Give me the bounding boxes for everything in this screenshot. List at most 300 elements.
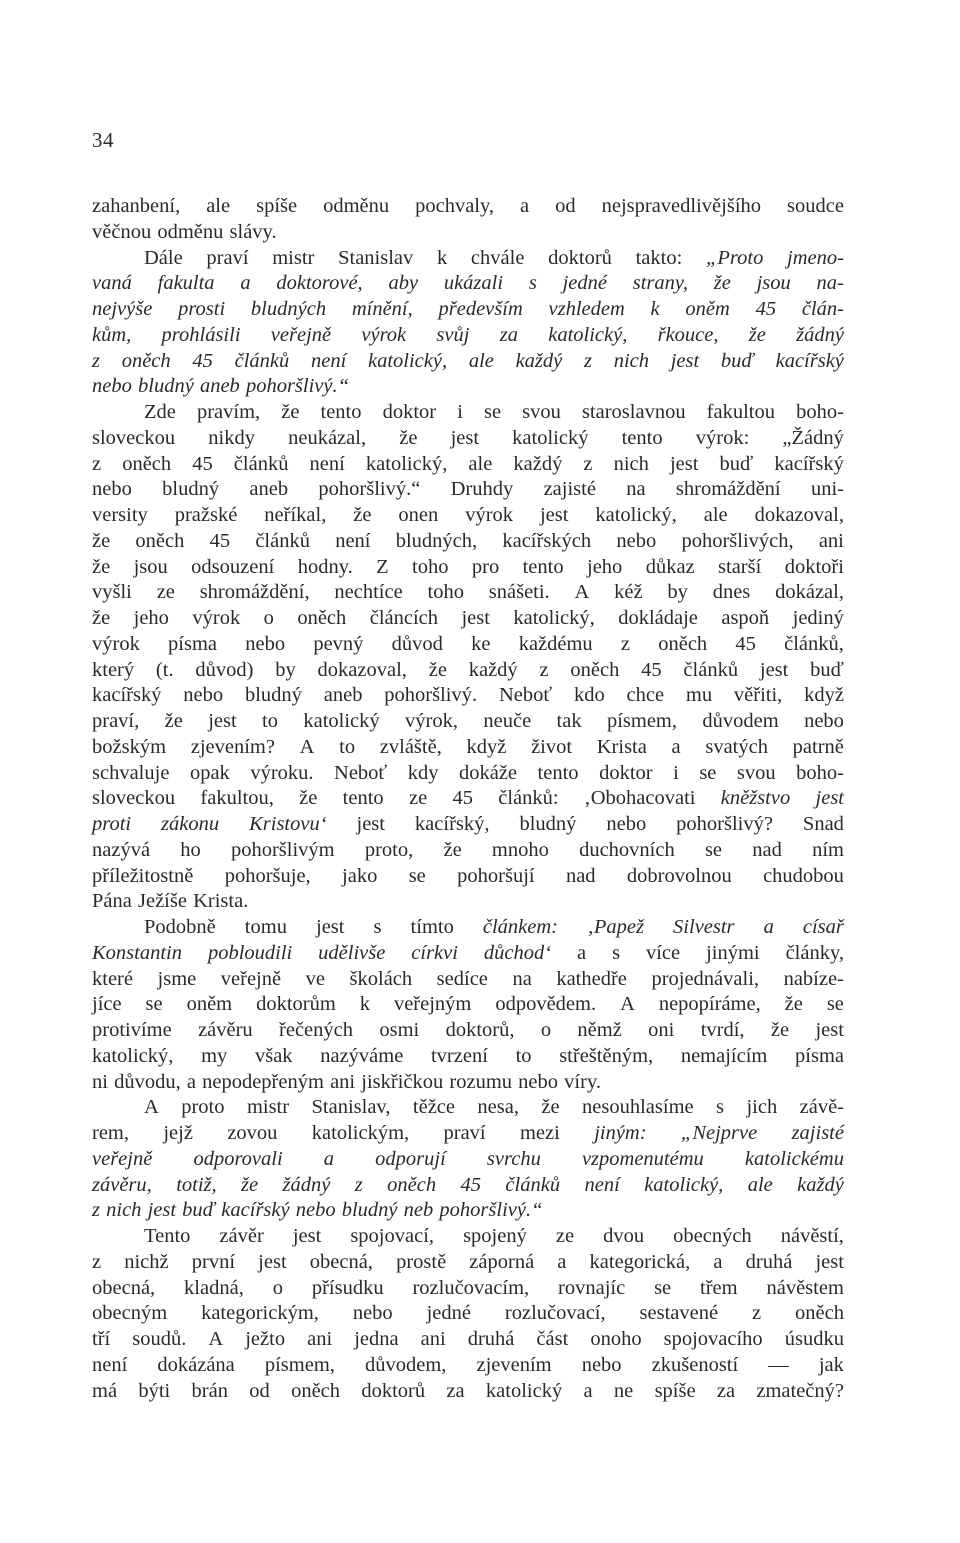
text-word: oněch (297, 607, 347, 629)
text-word: A (620, 993, 635, 1016)
text-word: dnes (712, 581, 751, 604)
text-word: závěru (198, 1019, 253, 1041)
text-word: a (763, 916, 774, 938)
text-word: výroku. (250, 761, 314, 784)
text-word: bludný (341, 1199, 398, 1222)
text-word: písma (168, 632, 218, 655)
text-word: buď (810, 658, 844, 681)
text-word: zahanbení, (92, 195, 181, 217)
text-word: jiným: (594, 1122, 647, 1144)
text-word: k (359, 993, 370, 1016)
text-word: patrně (792, 735, 844, 758)
text-word: z (92, 1250, 102, 1273)
text-word: na (626, 478, 646, 501)
text-word: písmem, (264, 1353, 335, 1376)
text-word: soudce (787, 195, 844, 217)
text-line (92, 709, 844, 735)
text-word: výrok: (695, 426, 750, 449)
text-word: buď (720, 349, 754, 372)
text-word: doktorů (361, 1379, 426, 1402)
text-word: katolický, (595, 504, 677, 526)
text-word: mnoho (491, 838, 549, 861)
text-word: nebo (295, 1199, 336, 1222)
text-word: nesouhlasíme (582, 1096, 694, 1119)
text-word: pohoršlivým (230, 838, 335, 861)
text-word: ani (307, 1328, 333, 1350)
text-word: kathedře (556, 967, 627, 990)
text-word: rozumu (449, 1070, 513, 1093)
text-word: doktorů, (445, 1019, 515, 1041)
text-word: tomu (244, 916, 287, 938)
text-word: oněch (135, 529, 185, 552)
text-word: přísudku (311, 1276, 384, 1299)
text-line (92, 967, 844, 993)
text-word: nebo (183, 684, 224, 707)
text-line (92, 1379, 844, 1405)
text-word: soudů. (132, 1328, 187, 1350)
text-word: katolický (303, 710, 380, 732)
text-word: nejspravedlivějšího (601, 195, 762, 217)
text-word: nazývá (92, 838, 151, 861)
text-word: strany, (632, 272, 688, 295)
text-word: ukázali (443, 272, 504, 295)
text-word: věčnou (92, 220, 152, 243)
text-word: jich (746, 1096, 778, 1119)
text-word: katolickým, (311, 1122, 410, 1144)
text-word: jest (258, 1250, 287, 1273)
text-word: který (92, 658, 135, 681)
text-word: Zde (144, 401, 176, 423)
text-line (92, 220, 844, 246)
text-word: neb (403, 1199, 434, 1222)
text-word: tvrdí, (700, 1019, 745, 1041)
text-word: nemajícím (680, 1044, 768, 1067)
text-word: veřejně (92, 1147, 153, 1170)
text-line (92, 1121, 844, 1147)
text-word: důvod) (195, 658, 254, 681)
text-word: část (536, 1328, 569, 1350)
text-word: že (399, 426, 418, 449)
text-word: od (555, 195, 576, 217)
text-word: odporovali (193, 1147, 283, 1170)
text-word: kněžstvo (720, 787, 791, 810)
text-word: praví (443, 1122, 486, 1144)
text-word: nikdy (208, 426, 255, 449)
text-word: obecná, (309, 1250, 373, 1273)
text-line (92, 838, 844, 864)
text-word: ale (206, 195, 231, 217)
text-word: články, (785, 941, 844, 964)
text-word: jest (356, 813, 385, 835)
text-word: zvláště, (379, 735, 442, 758)
text-word: za (499, 323, 518, 346)
text-word: první (191, 1250, 236, 1273)
text-word: že (241, 1173, 259, 1196)
text-word: že (770, 1019, 790, 1041)
text-word: toho (427, 581, 464, 604)
text-word: výrok (92, 632, 140, 655)
text-word: němž (577, 1019, 622, 1041)
text-word: by (275, 658, 296, 681)
text-word: článků (683, 658, 739, 681)
text-word: rovnajíc (558, 1276, 626, 1299)
text-word: to (515, 1044, 532, 1067)
text-line (92, 580, 844, 606)
text-word: odsouzení (191, 555, 275, 578)
text-word: jako (342, 864, 378, 887)
text-word: Druhdy (450, 478, 514, 501)
text-line (92, 555, 844, 581)
text-word: sloveckou (92, 426, 176, 449)
text-word: že (164, 710, 183, 732)
text-word: z (92, 349, 100, 372)
text-word: tento (537, 761, 579, 784)
text-word: sestavené (639, 1302, 719, 1325)
text-word: ním (812, 838, 844, 861)
text-word: výrok (361, 323, 407, 346)
text-word: hodny. (297, 555, 353, 578)
text-word: mu (685, 684, 713, 707)
text-word: „Proto (706, 246, 764, 269)
text-word: doktorů (548, 246, 612, 269)
text-word: každému (518, 632, 593, 655)
text-word: katolický (512, 426, 589, 449)
text-line (92, 271, 844, 297)
text-word: za (716, 1379, 736, 1402)
text-line (92, 452, 844, 478)
text-word: 45 (192, 452, 213, 475)
text-word: svůj (436, 323, 470, 346)
text-word: že (784, 993, 803, 1016)
text-word: spíše (654, 1379, 696, 1402)
text-word: aspoň (721, 607, 770, 629)
text-word: kacířský (774, 452, 844, 475)
text-word: katolický, (92, 1044, 174, 1067)
text-word: jedné (562, 272, 607, 295)
text-word: oněch (291, 1379, 341, 1402)
text-line (92, 1070, 844, 1096)
text-word: nabíze- (783, 967, 844, 990)
text-word: jest (670, 349, 700, 372)
text-word: oněm (685, 298, 730, 320)
text-word: takto: (635, 246, 683, 269)
text-word: že (281, 401, 300, 423)
text-word: pohoršlivý.“ (318, 478, 421, 501)
text-word: Z (376, 555, 389, 578)
text-word: my (201, 1044, 228, 1067)
text-word: článků: (498, 787, 559, 810)
text-word: tento (320, 401, 362, 423)
text-word: Stanislav (338, 246, 414, 269)
text-word: řkouce, (657, 323, 719, 346)
text-word: duchovních (579, 838, 675, 861)
text-line (92, 503, 844, 529)
text-word: božským (92, 735, 167, 758)
text-word: každý (468, 658, 518, 681)
text-word: ale (468, 452, 493, 475)
text-line (92, 812, 844, 838)
text-word: nepodepřeným (202, 1070, 324, 1093)
text-word: nebo (581, 1353, 622, 1376)
text-word: doktoři (784, 555, 844, 578)
text-word: boho- (796, 401, 844, 423)
text-line (92, 349, 844, 375)
text-word: spíše (256, 195, 298, 217)
text-word: spojovacího (663, 1328, 763, 1350)
text-word: vyšli (92, 581, 132, 604)
text-word: důvodem, (364, 1353, 447, 1376)
body-text (92, 194, 844, 1404)
text-word: závěr (219, 1225, 264, 1247)
text-word: i (673, 761, 679, 784)
text-word: katolický, (513, 607, 595, 629)
text-word: písma (795, 1044, 844, 1067)
text-word: kdy (407, 761, 439, 784)
text-word: rozlučovacím, (412, 1276, 530, 1299)
text-word: sedíce (436, 967, 488, 990)
text-word: ježto (245, 1328, 286, 1350)
text-line (92, 632, 844, 658)
text-line (92, 1224, 844, 1250)
text-word: 45 (735, 632, 756, 655)
text-word: a (577, 941, 587, 964)
text-word: prosti (178, 298, 226, 320)
text-word: neukázal, (288, 426, 367, 449)
text-word: jest (759, 658, 789, 681)
text-word: o (263, 607, 274, 629)
text-word: zákonu (161, 813, 220, 835)
text-word: nebo (518, 1070, 559, 1093)
text-word: ni (92, 1070, 108, 1093)
text-word: a (240, 272, 251, 295)
text-word: neuče (483, 710, 532, 732)
text-word: druhá (745, 1250, 793, 1273)
text-line (92, 606, 844, 632)
text-word: ‚Obohacovati (583, 787, 696, 810)
text-word: Neboť (334, 761, 388, 784)
text-word: proto, (364, 838, 414, 861)
text-word: kacířský (775, 349, 844, 372)
text-word: rem, (92, 1122, 129, 1144)
text-word: protivíme (92, 1019, 172, 1041)
text-word: chce (626, 684, 665, 707)
text-word: nich (613, 452, 649, 475)
text-word: svatých (705, 735, 768, 758)
text-line (92, 735, 844, 761)
text-word: ani (330, 1070, 356, 1093)
text-word: jest (292, 1225, 322, 1247)
text-word: od (249, 1379, 270, 1402)
text-word: ‚Papež (587, 916, 644, 938)
text-word: jedna (354, 1328, 399, 1350)
text-word: církvi (411, 941, 458, 964)
text-word: buď (719, 452, 754, 475)
text-word: z (752, 1302, 762, 1325)
text-word: versity (92, 504, 148, 526)
text-word: jest (316, 916, 345, 938)
text-word: více (645, 941, 681, 964)
text-word: císař (802, 916, 844, 938)
text-line (92, 786, 844, 812)
text-word: aby (388, 272, 419, 295)
text-word: odměnu (323, 195, 390, 217)
text-word: však (254, 1044, 293, 1067)
text-word: není (335, 529, 371, 552)
text-word: výrok, (405, 710, 458, 732)
text-word: shromáždění, (199, 581, 310, 604)
text-word: doktor (382, 401, 437, 423)
text-word: návěstem (766, 1276, 844, 1299)
text-word: svou (736, 761, 776, 784)
text-word: se (408, 864, 426, 887)
text-word: oněch (658, 632, 708, 655)
text-word: ani (420, 1328, 446, 1350)
text-word: ne (613, 1379, 634, 1402)
text-word: uni- (810, 478, 844, 501)
text-word: mistr (246, 1096, 290, 1119)
text-word: starší (718, 555, 762, 578)
text-word: Krista. (193, 890, 249, 913)
text-word: kategorickým, (201, 1302, 319, 1325)
text-word: článků (255, 529, 310, 552)
text-word: důchod‘ (483, 941, 552, 964)
text-word: se (654, 1276, 672, 1299)
text-word: obecným (92, 1302, 168, 1325)
text-word: Krista (596, 735, 647, 758)
text-word: důvodu, (114, 1070, 181, 1093)
text-word: doktorové, (276, 272, 363, 295)
text-word: úsudku (784, 1328, 844, 1350)
text-word: slávy. (229, 220, 277, 243)
text-line (92, 1198, 844, 1224)
text-word: jmeno- (787, 246, 844, 269)
text-line (92, 1173, 844, 1199)
text-line (92, 374, 844, 400)
text-word: bludný (244, 684, 302, 707)
text-word: ale (468, 349, 494, 372)
text-word: katolický, (548, 323, 628, 346)
text-word: oněch (387, 1173, 437, 1196)
text-word: nebo (92, 375, 132, 398)
text-word: snášeti. (488, 581, 550, 604)
text-word: chvále (470, 246, 525, 269)
text-word: důvod (391, 632, 443, 655)
text-word: 45 (192, 349, 213, 372)
text-word: svou (522, 401, 561, 423)
text-word: — (768, 1353, 789, 1376)
text-word: dvou (603, 1225, 645, 1247)
text-word: ale (747, 1173, 773, 1196)
text-word: není (92, 1353, 128, 1376)
text-word: praví (206, 246, 249, 269)
text-word: za (446, 1379, 465, 1402)
text-word: nepopíráme, (658, 993, 761, 1016)
text-word: třem (700, 1276, 738, 1299)
text-word: A (299, 735, 315, 758)
text-word: to (262, 710, 278, 732)
text-word: kladná, (184, 1276, 244, 1299)
text-word: kacířský (221, 1199, 290, 1222)
text-word: ze (408, 787, 428, 810)
text-line (92, 761, 844, 787)
text-word: z (583, 452, 593, 475)
text-word: pohoršlivých, (681, 529, 794, 552)
text-word: že (92, 555, 111, 578)
text-word: Stanislav, (311, 1096, 391, 1119)
text-word: to (339, 735, 356, 758)
text-word: z (92, 452, 102, 475)
text-word: A (208, 1328, 224, 1350)
text-word: jiskřičkou (361, 1070, 444, 1093)
text-word: s (716, 1096, 725, 1119)
text-word: jsme (157, 967, 197, 990)
text-word: spojovací, (350, 1225, 435, 1247)
text-word: se (704, 838, 723, 861)
text-word: příležitostně (92, 864, 194, 887)
text-word: zkušeností (651, 1353, 739, 1376)
text-word: veřejným (393, 993, 472, 1016)
text-word: když (804, 684, 844, 707)
text-word: mínění, (351, 298, 413, 320)
text-word: kacířský (92, 684, 162, 707)
text-word: tento (522, 555, 564, 578)
text-word: a (186, 1070, 196, 1093)
text-word: nebo (804, 710, 844, 732)
text-word: jejž (163, 1122, 193, 1144)
text-word: boho- (796, 761, 844, 784)
text-word: na (512, 967, 532, 990)
text-word: nich (613, 349, 649, 372)
text-word: brán (191, 1379, 228, 1402)
text-line (92, 1353, 844, 1379)
text-word: člán- (801, 298, 844, 320)
text-word: pro (471, 555, 500, 578)
text-word: katolický (485, 1379, 563, 1402)
text-word: jest (669, 452, 699, 475)
text-word: pohoršlivý. (384, 684, 478, 707)
text-word: veřejně (220, 967, 282, 990)
text-word: nebo (352, 1302, 393, 1325)
text-word: pohoršuje, (224, 864, 311, 887)
text-word: že (428, 658, 447, 681)
text-word: rozlučovací, (504, 1302, 606, 1325)
text-word: jinými (706, 941, 760, 964)
text-word: fakulta (157, 272, 215, 295)
text-word: „Nejprve (680, 1122, 758, 1144)
text-word: nazýváme (320, 1044, 404, 1067)
text-word: vaná (92, 272, 132, 295)
text-word: pohoršlivý? (676, 813, 773, 835)
text-word: i (457, 401, 463, 423)
text-word: s (528, 272, 537, 295)
text-line (92, 246, 844, 272)
text-word: jeho (133, 607, 169, 629)
text-word: a (671, 735, 681, 758)
text-word: oněch (795, 1302, 844, 1325)
text-word: školách (349, 967, 413, 990)
text-word: obecná, (92, 1276, 156, 1299)
text-word: že (353, 504, 372, 526)
text-word: onoho (590, 1328, 642, 1350)
text-word: s (612, 941, 621, 964)
text-word: mistr (272, 246, 315, 269)
text-word: jedné (426, 1302, 471, 1325)
text-word: sloveckou (92, 787, 176, 810)
text-word: jest (815, 1019, 844, 1041)
text-word: zajisté (791, 1122, 844, 1144)
text-word: fakultou (706, 401, 775, 423)
text-word: oněch (121, 349, 171, 372)
